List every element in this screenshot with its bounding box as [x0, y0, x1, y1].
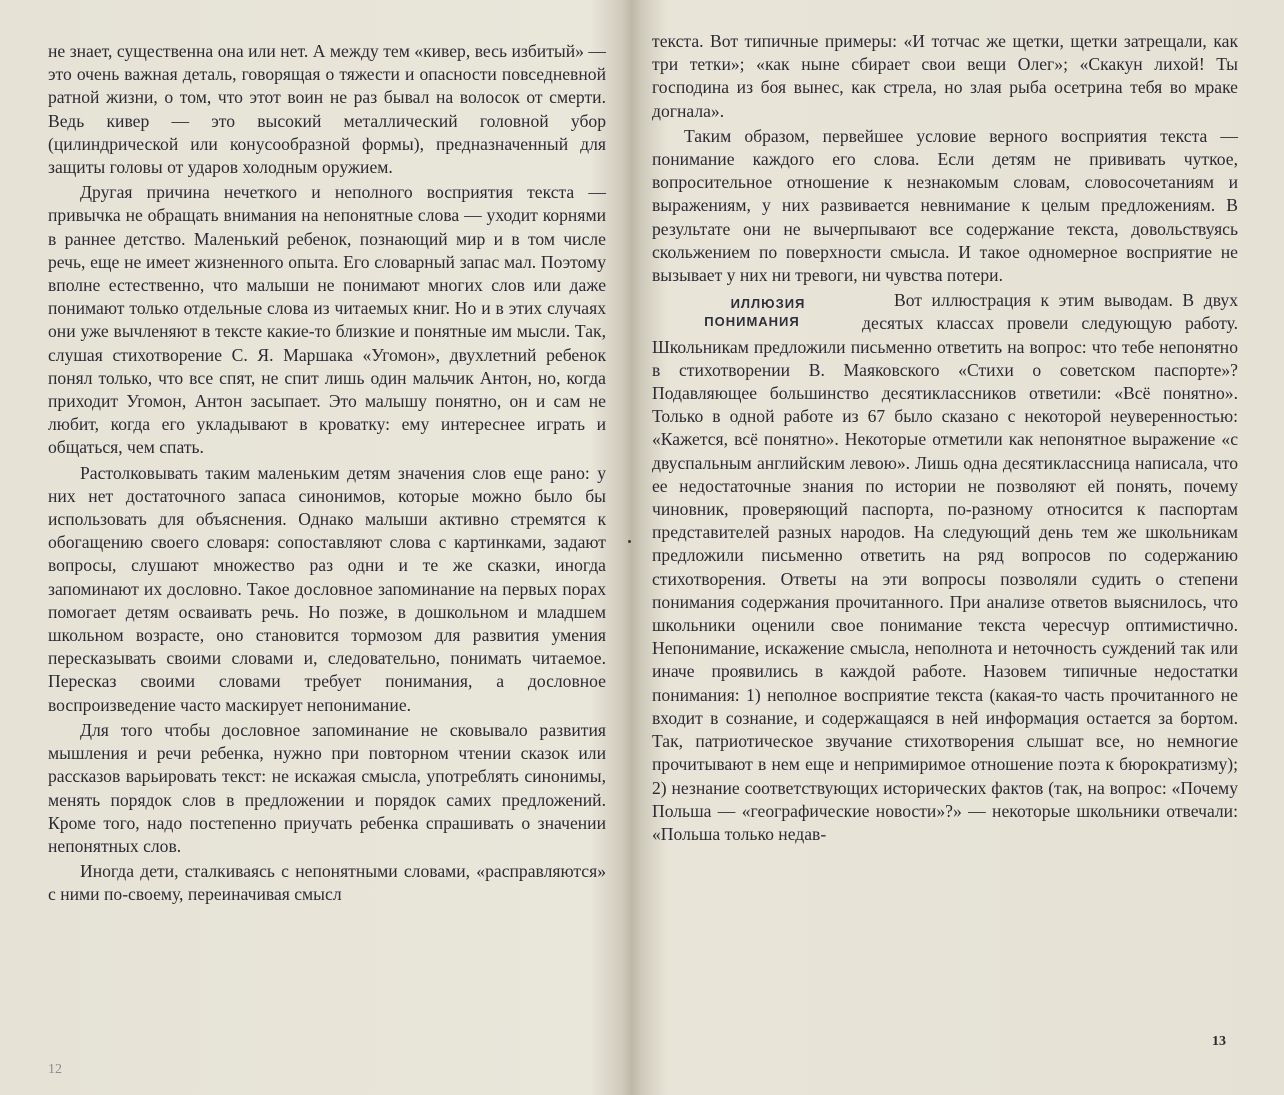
- paragraph: Иногда дети, сталкиваясь с непонятными словами, «расправляются» с ними по-своему, переиначивая смысл: [48, 861, 606, 905]
- paragraph: Таким образом, первейшее условие верного восприятия текста — понимание каждого его слова. Если детям не прививать чуткое, вопросительное отношение к незнакомым словам, словосочетаниям и выражениям, у них развивается невнимание к целым предложениям. В результате они не вычерпывают все содержание текста, довольствуясь скольжением по поверхности смысла. И такое одномерное восприятие не вызывает у них ни тревоги, ни чувства потери.: [652, 125, 1238, 286]
- left-page: [0, 0, 636, 1095]
- page-number: 13: [1212, 1034, 1226, 1049]
- right-page: [636, 0, 1284, 1095]
- right-page-text: [652, 30, 1238, 846]
- page-number: 12: [48, 1062, 62, 1077]
- paragraph-text: Вот иллюстрация к этим выводам. В двух десятых классах провели следующую работу. Школьникам предложили письменно ответить на вопрос: что тебе непонятно в стихотворении В. Маяковского «Стихи о советском паспорте»? Подавляющее большинство десятиклассников ответили: «Всё понятно». Только в одной работе из 67 было сказано с некоторой неуверенностью: «Кажется, всё понятно». Некоторые отметили как непонятное выражение «с двуспальным английским левою». Лишь одна десятиклассница написала, что ее недостаточные знания по истории не позволяют ей понять, почему чиновник, проверяющий паспорта, по-разному относится к паспортам представителей разных народов. На следующий день тем же школьникам предложили письменно ответить на ряд вопросов по содержанию стихотворения. Ответы на эти вопросы позволяли судить о степени понимания содержания прочитанного. При анализе ответов выяснилось, что школьники оценили свое понимание текста чересчур оптимистично. Непонимание, искажение смысла, неполнота и неточность суждений так или иначе проявились в каждой работе. Назовем типичные недостатки понимания: 1) неполное восприятие текста (какая-то часть прочитанного не входит в сознание, и содержащаяся в ней информация остается за бортом. Так, патриотическое звучание стихотворения слышат все, но немногие прочитывают в нем еще и непримиримое отношение поэта к бюрократизму); 2) незнание соответствующих исторических фактов (так, на вопрос: «Почему Польша — «географические новости»?» — некоторые школьники отвечали: «Польша только недав-: [652, 290, 1238, 844]
- side-heading: ИЛЛЮЗИЯ ПОНИМАНИЯ: [704, 296, 806, 330]
- paragraph: не знает, существенна она или нет. А между тем «кивер, весь избитый» — это очень важная деталь, говорящая о тяжести и опасности повседневной ратной жизни, о том, что этот воин не раз бывал на волосок от смерти. Ведь кивер — это высокий металлический головной убор (цилиндрической или конусообразной формы), предназначенный для защиты головы от ударов холодным оружием.: [48, 41, 606, 178]
- left-page-text: [48, 40, 606, 907]
- paragraph: Другая причина нечеткого и неполного восприятия текста — привычка не обращать внимания на непонятные слова — уходит корнями в раннее детство. Маленький ребенок, познающий мир и в том числе речь, еще не имеет жизненного опыта. Его словарный запас мал. Поэтому вполне естественно, что малыши не понимают многих слов или даже понимают только отдельные слова из читаемых книг. Но и в этих случаях они уже вычленяют в тексте какие-то близкие и понятные им мысли. Так, слушая стихотворение С. Я. Маршака «Угомон», двухлетний ребенок понял только, что все спят, не спит лишь один мальчик Антон, но, когда приходит Угомон, Антон засыпает. Это малышу понятно, он и сам не любит, когда его укладывают в кроватку: ему интереснее играть и общаться, чем спать.: [48, 182, 606, 458]
- paragraph: текста. Вот типичные примеры: «И тотчас же щетки, щетки затрещали, как три тетки»; «как ныне сбирает свои вещи Олег»; «Скакун лихой! Ты господина из боя вынес, как стрела, но злая рыба осетрина тебя во мраке догнала».: [652, 31, 1238, 121]
- paragraph: Для того чтобы дословное запоминание не сковывало развития мышления и речи ребенка, нужно при повторном чтении сказок или рассказов варьировать текст: не искажая смысла, употреблять синонимы, менять порядок слов в предложении и порядок самих предложений. Кроме того, надо постепенно приучать ребенка спрашивать о значении непонятных слов.: [48, 719, 606, 856]
- speck: [628, 540, 631, 543]
- paragraph: Растолковывать таким маленьким детям значения слов еще рано: у них нет достаточного запаса синонимов, которые можно было бы использовать для объяснения. Однако малыши активно стремятся к обогащению своего словаря: сопоставляют слова с картинками, задают вопросы, слушают множество раз одни и те же сказки, иногда запоминают их дословно. Такое дословное запоминание на первых порах помогает детям осваивать речь. Но позже, в дошкольном и младшем школьном возрасте, оно становится тормозом для развития умения пересказывать своими словами и, следовательно, понимать читаемое. Пересказ своими словами требует понимания, а дословное воспроизведение часто маскирует непонимание.: [48, 462, 606, 715]
- paragraph-with-side-heading: [652, 289, 1238, 846]
